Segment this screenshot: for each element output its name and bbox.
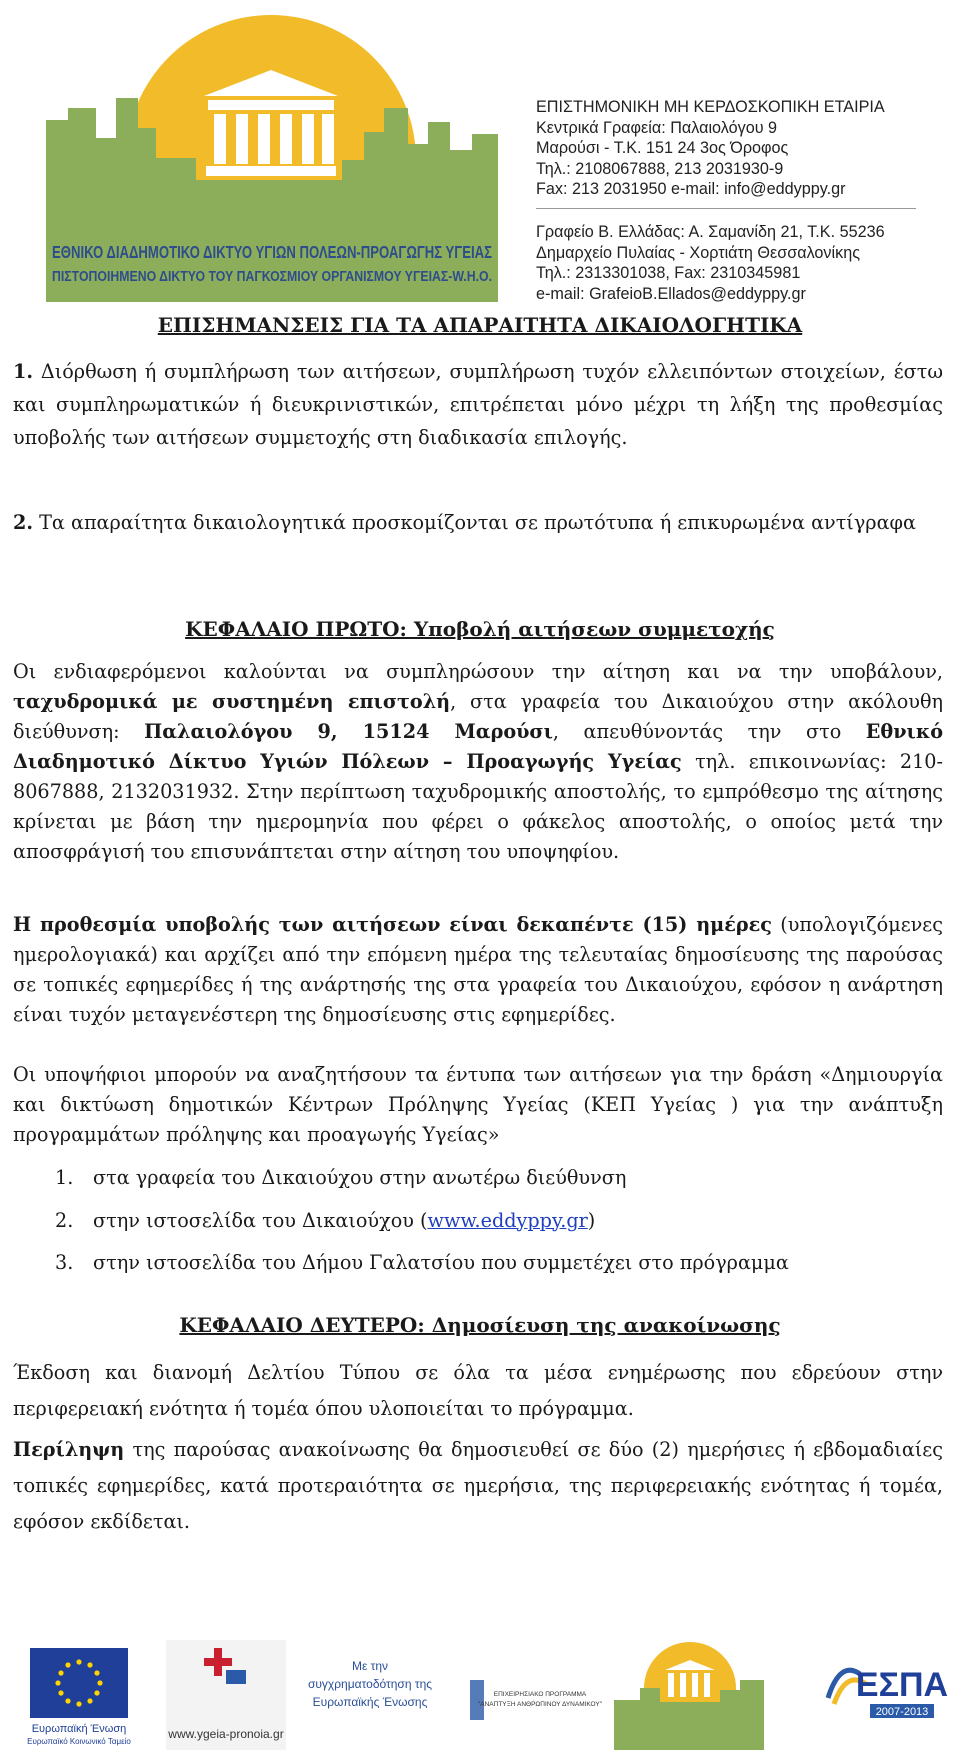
bold-run: Περίληψη xyxy=(13,1438,125,1461)
chapter-1-paragraph-1 xyxy=(13,657,943,867)
branch-line: Δημαρχείο Πυλαίας - Χορτιάτη Θεσσαλονίκης xyxy=(536,243,861,262)
chapter-2-paragraph-2 xyxy=(13,1432,943,1540)
branch-line: Γραφείο Β. Ελλάδας: Α. Σαμανίδη 21, Τ.Κ. 55236 xyxy=(536,222,885,241)
eu-caption-2: Ευρωπαϊκό Κοινωνικό Ταμείο xyxy=(27,1737,131,1746)
divider xyxy=(536,208,916,209)
note-text: Διόρθωση ή συμπλήρωση των αιτήσεων, συμπλήρωση τυχόν ελλειπόντων στοιχείων, έστω και συμπληρωματικών ή διευκρινιστικών, επιτρέπεται μόνο μέχρι τη λήξη της προθεσμίας υποβολής των αιτήσεων συμμετοχής στη διαδικασία επιλογής. xyxy=(13,360,943,449)
list-item xyxy=(55,1242,935,1285)
text-run: , απευθύνοντάς την στο xyxy=(552,720,866,743)
note-text: Τα απαραίτητα δικαιολογητικά προσκομίζονται σε πρωτότυπα ή επικυρωμένα αντίγραφα xyxy=(33,511,916,534)
note-1 xyxy=(13,355,943,454)
organization-contact xyxy=(536,97,946,304)
bold-run: Η προθεσμία υποβολής των αιτήσεων είναι δεκαπέντε (15) ημέρες xyxy=(13,913,772,936)
network-logo xyxy=(46,10,498,302)
list-number: 3. xyxy=(55,1251,74,1274)
text-run: της παρούσας ανακοίνωσης θα δημοσιευθεί σε δύο (2) ημερήσιες ή εβδομαδιαίες τοπικές εφημερίδες, κατά προτεραιότητα σε ημερήσια, της περιφερειακής ενότητας ή τομέα, εφόσον εκδίδεται. xyxy=(13,1438,943,1533)
bold-run: Παλαιολόγου 9, 15124 Μαρούσι xyxy=(144,720,553,743)
note-number: 2. xyxy=(13,511,34,534)
text-run: (υπολογιζόμενες ημερολογιακά) και αρχίζει από την επόμενη ημέρα της τελευταίας δημοσίευσης της παρούσας σε τοπικές εφημερίδες ή της ανάρτησής της στα γραφεία του Δικαιούχου, εφόσον η ανάρτηση είναι τυχόν μεταγενέστερη της δημοσίευσης στις εφημερίδες. xyxy=(13,913,943,1026)
list-item xyxy=(55,1200,935,1243)
eu-caption-1: Ευρωπαϊκή Ένωση xyxy=(31,1723,127,1735)
list-item xyxy=(55,1157,935,1200)
ministry-logo xyxy=(166,1640,286,1750)
branch-line: e-mail: GrafeioB.Ellados@eddyppy.gr xyxy=(536,284,806,303)
network-logo-small xyxy=(614,1642,764,1750)
text-run: Οι ενδιαφερόμενοι καλούνται να συμπληρώσουν την αίτηση και να την υποβάλουν, xyxy=(13,660,943,683)
org-line: Μαρούσι - Τ.Κ. 151 24 3ος Όροφος xyxy=(536,139,789,158)
cofund-line-1: Με την xyxy=(351,1659,389,1673)
org-line: Τηλ.: 2108067888, 213 2031930-9 xyxy=(536,159,784,178)
note-number: 1. xyxy=(13,360,34,383)
espa-years: 2007-2013 xyxy=(875,1706,929,1718)
eu-flag-logo xyxy=(27,1648,131,1746)
chapter-1-heading: ΚΕΦΑΛΑΙΟ ΠΡΩΤΟ: Υποβολή αιτήσεων συμμετοχής xyxy=(185,617,775,641)
footer-logos xyxy=(0,1640,960,1750)
list-text: ) xyxy=(587,1208,596,1232)
chapter-1-paragraph-2 xyxy=(13,910,943,1030)
chapter-1-paragraph-3: Οι υποψήφιοι μπορούν να αναζητήσουν τα έντυπα των αιτήσεων για την δράση «Δημιουργία και δικτύωση δημοτικών Κέντρων Πρόληψης Υγείας (ΚΕΠ Υγείας ) για την ανάπτυξη προγραμμάτων πρόληψης και προαγωγής Υγείας» xyxy=(13,1063,943,1146)
chapter-2-paragraph-1: Έκδοση και διανομή Δελτίου Τύπου σε όλα τα μέσα ενημέρωσης που εδρεύουν στην περιφερειακή ενότητα ή τομέα όπου υλοποιείται το πρόγραμμα. xyxy=(13,1361,943,1420)
org-line: Fax: 213 2031950 e-mail: info@eddyppy.gr xyxy=(536,180,846,199)
page-title: ΕΠΙΣΗΜΑΝΣΕΙΣ ΓΙΑ ΤΑ ΑΠΑΡΑΙΤΗΤΑ ΔΙΚΑΙΟΛΟΓΗΤΙΚΑ xyxy=(157,313,803,337)
text-run: τηλ. επικοινωνίας: 210-8067888, 2132031932. Στην περίπτωση ταχυδρομικής αποστολής, το εμπρόθεσμο της αίτησης κρίνεται με βάση την ημερομηνία που φέρει ο φάκελος αποστολής, ο οποίος μετά την αποσφράγισή του επισυνάπτεται στην αίτηση του υποψηφίου. xyxy=(13,750,943,863)
list-number: 2. xyxy=(55,1208,74,1232)
list-text: στην ιστοσελίδα του Δικαιούχου ( xyxy=(93,1208,428,1232)
espa-title: ΕΣΠΑ xyxy=(855,1666,949,1704)
logo-text-line1: ΕΘΝΙΚΟ ΔΙΑΔΗΜΟΤΙΚΟ ΔΙΚΤΥΟ ΥΓΙΩΝ ΠΟΛΕΩΝ-ΠΡΟΑΓΩΓΗΣ ΥΓΕΙΑΣ xyxy=(52,242,492,262)
list-text: στα γραφεία του Δικαιούχου στην ανωτέρω διεύθυνση xyxy=(93,1166,627,1189)
cofund-line-2: συγχρηματοδότηση της xyxy=(307,1677,433,1691)
operational-program-logo xyxy=(470,1680,603,1720)
org-line: Κεντρικά Γραφεία: Παλαιολόγου 9 xyxy=(536,118,778,137)
list-number: 1. xyxy=(55,1166,74,1189)
note-2 xyxy=(13,506,943,539)
op-line-2: "ΑΝΑΠΤΥΞΗ ΑΝΘΡΩΠΙΝΟΥ ΔΥΝΑΜΙΚΟΥ" xyxy=(477,1701,603,1708)
espa-logo xyxy=(828,1666,948,1718)
website-link[interactable]: www.eddyppy.gr xyxy=(427,1208,588,1232)
branch-line: Τηλ.: 2313301038, Fax: 2310345981 xyxy=(536,264,801,283)
op-line-1: ΕΠΙΧΕΙΡΗΣΙΑΚΟ ΠΡΟΓΡΑΜΜΑ xyxy=(493,1691,587,1698)
bold-run: ταχυδρομικά με συστημένη επιστολή xyxy=(13,690,451,713)
bold-run: Εθνικό Διαδημοτικό Δίκτυο Υγιών Πόλεων – Προαγωγής Υγείας xyxy=(13,720,943,773)
org-line: ΕΠΙΣΤΗΜΟΝΙΚΗ ΜΗ ΚΕΡΔΟΣΚΟΠΙΚΗ ΕΤΑΙΡΙΑ xyxy=(536,98,885,116)
chapter-2-heading: ΚΕΦΑΛΑΙΟ ΔΕΥΤΕΡΟ: Δημοσίευση της ανακοίνωσης xyxy=(179,1313,781,1337)
ministry-url: www.ygeia-pronoia.gr xyxy=(168,1727,284,1741)
text-run: , στα γραφεία του Δικαιούχου στην ακόλουθη διεύθυνση: xyxy=(13,690,944,743)
location-list xyxy=(55,1157,935,1285)
cofunding-text xyxy=(308,1659,432,1709)
cofund-line-3: Ευρωπαϊκής Ένωσης xyxy=(312,1695,428,1709)
logo-text-line2: ΠΙΣΤΟΠΟΙΗΜΕΝΟ ΔΙΚΤΥΟ ΤΟΥ ΠΑΓΚΟΣΜΙΟΥ ΟΡΓΑΝΙΣΜΟΥ ΥΓΕΙΑΣ-W.H.O. xyxy=(52,269,492,285)
list-text: στην ιστοσελίδα του Δήμου Γαλατσίου που συμμετέχει στο πρόγραμμα xyxy=(93,1251,789,1274)
